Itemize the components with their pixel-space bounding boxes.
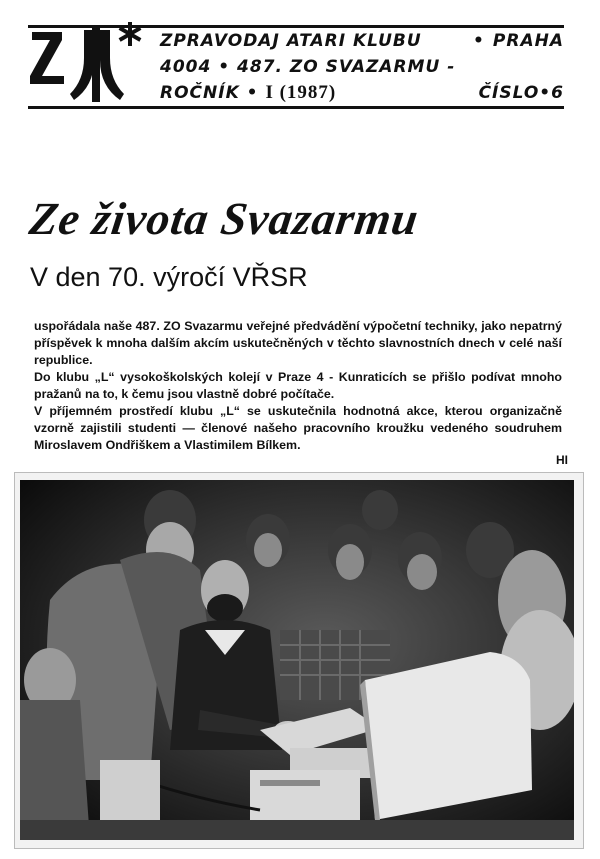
club-name: ZPRAVODAJ ATARI KLUBU xyxy=(160,31,422,51)
article-paragraph: uspořádala naše 487. ZO Svazarmu veřejné předvádění výpočetní techniky, jako nepatrný příspěvek k mnoha dalším akcím uskutečněných v těchto slavnostních dnech v celé naší republice. xyxy=(34,319,562,367)
article-body xyxy=(34,318,562,454)
section-title: Ze života Svazarmu xyxy=(26,193,423,244)
author-signature: HI xyxy=(556,453,568,467)
issue-number: ČÍSLO•6 xyxy=(478,83,564,103)
bullet-separator: • xyxy=(473,31,485,51)
volume-number: I (1987) xyxy=(265,82,337,103)
volume-label: ROČNÍK xyxy=(160,83,240,103)
article-paragraph: V příjemném prostředí klubu „L“ se uskutečnila hodnotná akce, kterou organizačně vzorně zajistili studenti — členové našeho pracovního kroužku vedeného soudruhem Miroslavem Ondřiškem a Vlastimilem Bílkem. xyxy=(34,404,562,452)
article-headline: V den 70. výročí VŘSR xyxy=(30,262,308,292)
organization-unit: 4004 • 487. ZO SVAZARMU - xyxy=(160,57,456,77)
masthead-text xyxy=(160,28,564,106)
masthead xyxy=(28,20,564,112)
article-paragraph: Do klubu „L“ vysokoškolských kolejí v Praze 4 - Kunraticích se přišlo podívat mnoho pražanů na to, k čemu jsou vlastně dobré počítače. xyxy=(34,370,562,401)
masthead-rule-bottom xyxy=(28,106,564,109)
zm-star-logo-icon xyxy=(28,20,146,106)
city: PRAHA xyxy=(492,31,564,51)
masthead-line-3: ROČNÍK • I (1987) ČÍSLO•6 xyxy=(160,80,564,106)
masthead-line-1 xyxy=(160,28,564,54)
photograph-computer-demo-icon xyxy=(20,480,574,840)
masthead-line-2 xyxy=(160,54,564,80)
